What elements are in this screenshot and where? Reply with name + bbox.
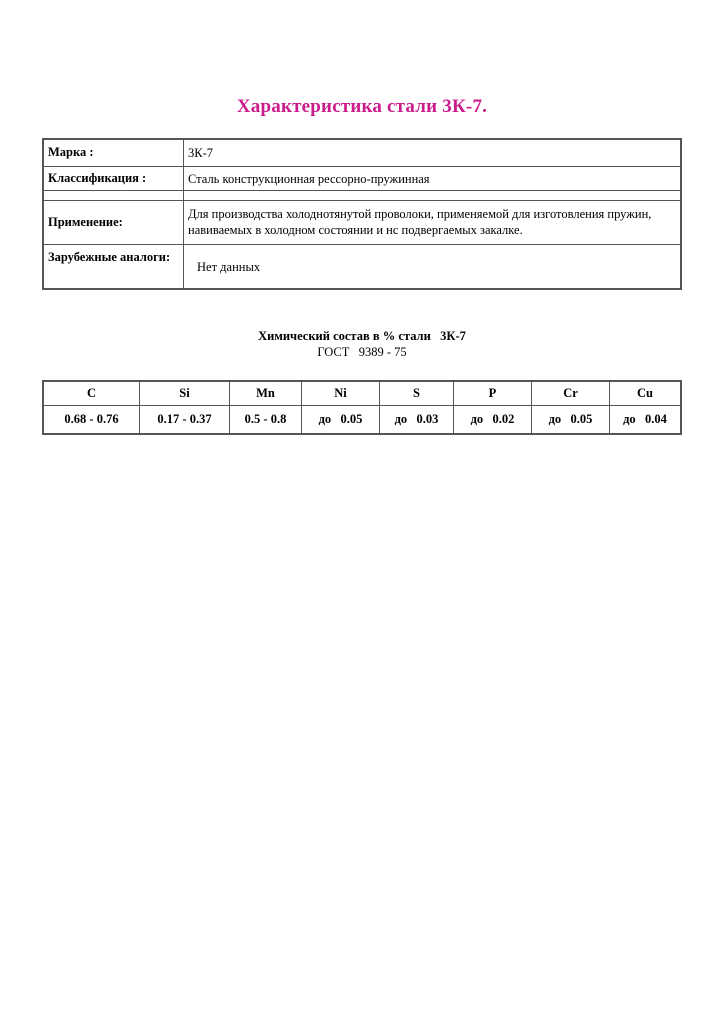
element-value-mn: 0.5 - 0.8 <box>230 406 302 433</box>
element-header-ni: Ni <box>302 382 380 406</box>
properties-table <box>42 138 682 290</box>
classification-value: Сталь конструкционная рессорно-пружинная <box>188 172 430 186</box>
element-header-p: P <box>454 382 532 406</box>
element-header-mn: Mn <box>230 382 302 406</box>
application-value: Для производства холоднотянутой проволоки, применяемой для изготовления пружин, навиваемых в холодном состоянии и нс подвергаемых закалке. <box>188 207 652 237</box>
chemistry-table <box>42 380 682 435</box>
chemistry-title: Химический состав в % стали 3К-7 <box>258 329 466 343</box>
foreign-analogs-value: Нет данных <box>197 260 261 274</box>
element-value-c: 0.68 - 0.76 <box>44 406 140 433</box>
element-header-si: Si <box>140 382 230 406</box>
grade-label: Марка : <box>44 140 184 166</box>
page-title: Характеристика стали 3К-7. <box>236 96 488 117</box>
spacer-row <box>44 191 680 201</box>
element-value-cu: до 0.04 <box>623 412 667 426</box>
chemistry-standard: ГОСТ 9389 - 75 <box>317 345 407 359</box>
element-value-p: до 0.02 <box>454 406 532 433</box>
element-value-ni: до 0.05 <box>302 406 380 433</box>
application-label: Применение: <box>44 201 184 244</box>
element-header-s: S <box>380 382 454 406</box>
element-header-c: C <box>44 382 140 406</box>
grade-row <box>44 140 680 167</box>
element-value-cr: до 0.05 <box>532 406 610 433</box>
grade-value: 3К-7 <box>188 146 213 160</box>
element-value-s: до 0.03 <box>380 406 454 433</box>
element-value-si: 0.17 - 0.37 <box>140 406 230 433</box>
spacer-label-cell <box>44 191 184 200</box>
foreign-analogs-label: Зарубежные аналоги: <box>44 245 184 288</box>
element-header-cr: Cr <box>532 382 610 406</box>
foreign-analogs-row <box>44 245 680 288</box>
element-header-cu: Cu <box>610 382 680 406</box>
application-row <box>44 201 680 245</box>
classification-label: Классификация : <box>44 167 184 190</box>
classification-row <box>44 167 680 191</box>
